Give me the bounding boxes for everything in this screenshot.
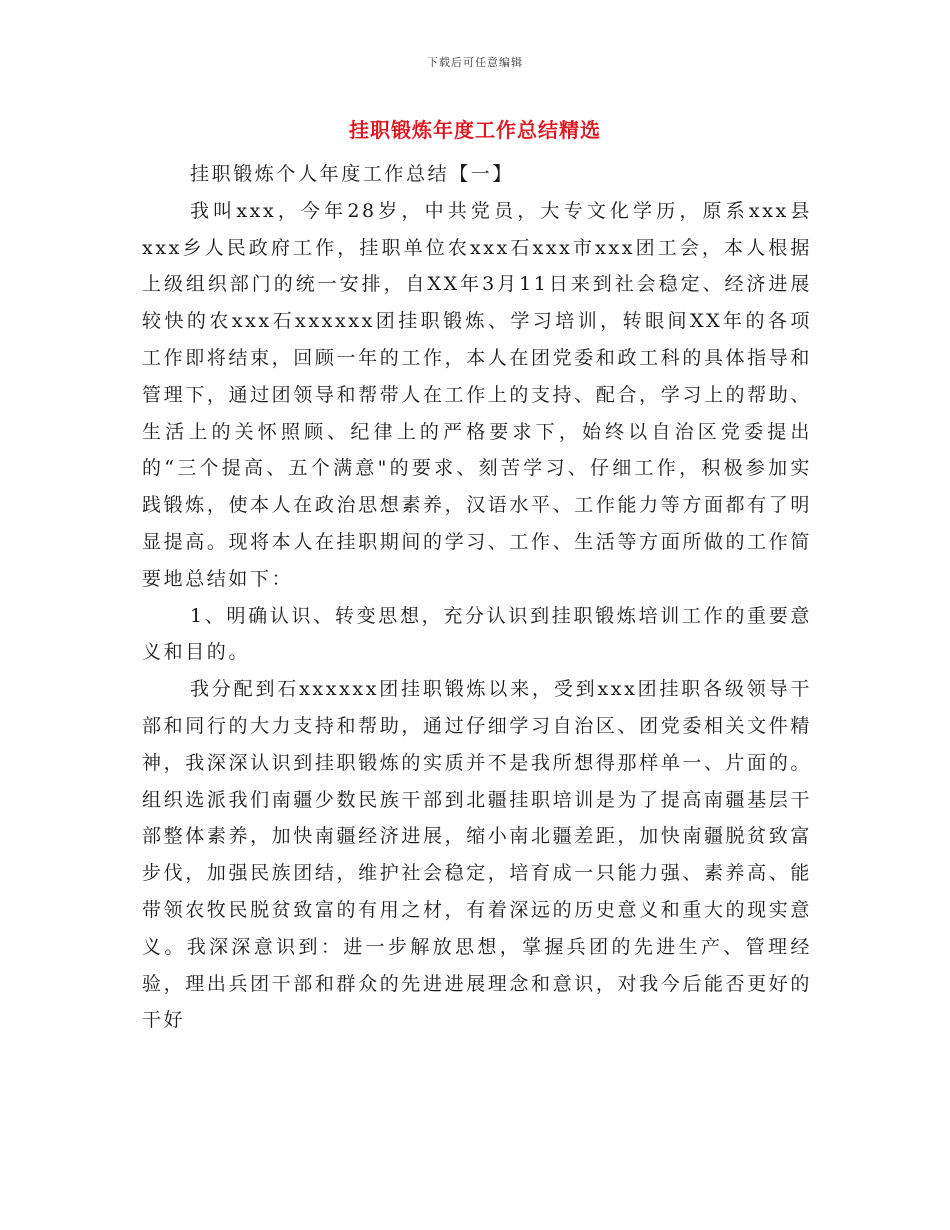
document-title: 挂职锻炼年度工作总结精选 [349, 118, 601, 142]
document-body [142, 156, 812, 1039]
paragraph-point-1: 1、明确认识、转变思想，充分认识到挂职锻炼培训工作的重要意义和目的。 [142, 604, 812, 664]
paragraph-intro: 我叫xxx，今年28岁，中共党员，大专文化学历，原系xxx县xxx乡人民政府工作，挂职单位农xxx石xxx市xxx团工会，本人根据上级组织部门的统一安排，自XX年3月11日来到社会稳定、经济进展较快的农xxx石xxxxxx团挂职锻炼、学习培训，转眼间XX年的各项工作即将结束，回顾一年的工作，本人在团党委和政工科的具体指导和管理下，通过团领导和帮带人在工作上的支持、配合，学习上的帮助、生活上的关怀照顾、纪律上的严格要求下，始终以自治区党委提出的“三个提高、五个满意"的要求、刻苦学习、仔细工作，积极参加实践锻炼，使本人在政治思想素养，汉语水平、工作能力等方面都有了明显提高。现将本人在挂职期间的学习、工作、生活等方面所做的工作简要地总结如下： [142, 199, 812, 590]
paragraph-detail: 我分配到石xxxxxx团挂职锻炼以来，受到xxx团挂职各级领导干部和同行的大力支持和帮助，通过仔细学习自治区、团党委相关文件精神，我深深认识到挂职锻炼的实质并不是我所想得那样单一、片面的。组织选派我们南疆少数民族干部到北疆挂职培训是为了提高南疆基层干部整体素养，加快南疆经济进展，缩小南北疆差距，加快南疆脱贫致富步伐，加强民族团结，维护社会稳定，培育成一只能力强、素养高、能带领农牧民脱贫致富的有用之材，有着深远的历史意义和重大的现实意义。我深深意识到：进一步解放思想，掌握兵团的先进生产、管理经验，理出兵团干部和群众的先进进展理念和意识，对我今后能否更好的干好 [142, 678, 812, 1032]
section-subheading: 挂职锻炼个人年度工作总结【一】 [190, 163, 515, 185]
header-note: 下载后可任意编辑 [427, 56, 523, 69]
